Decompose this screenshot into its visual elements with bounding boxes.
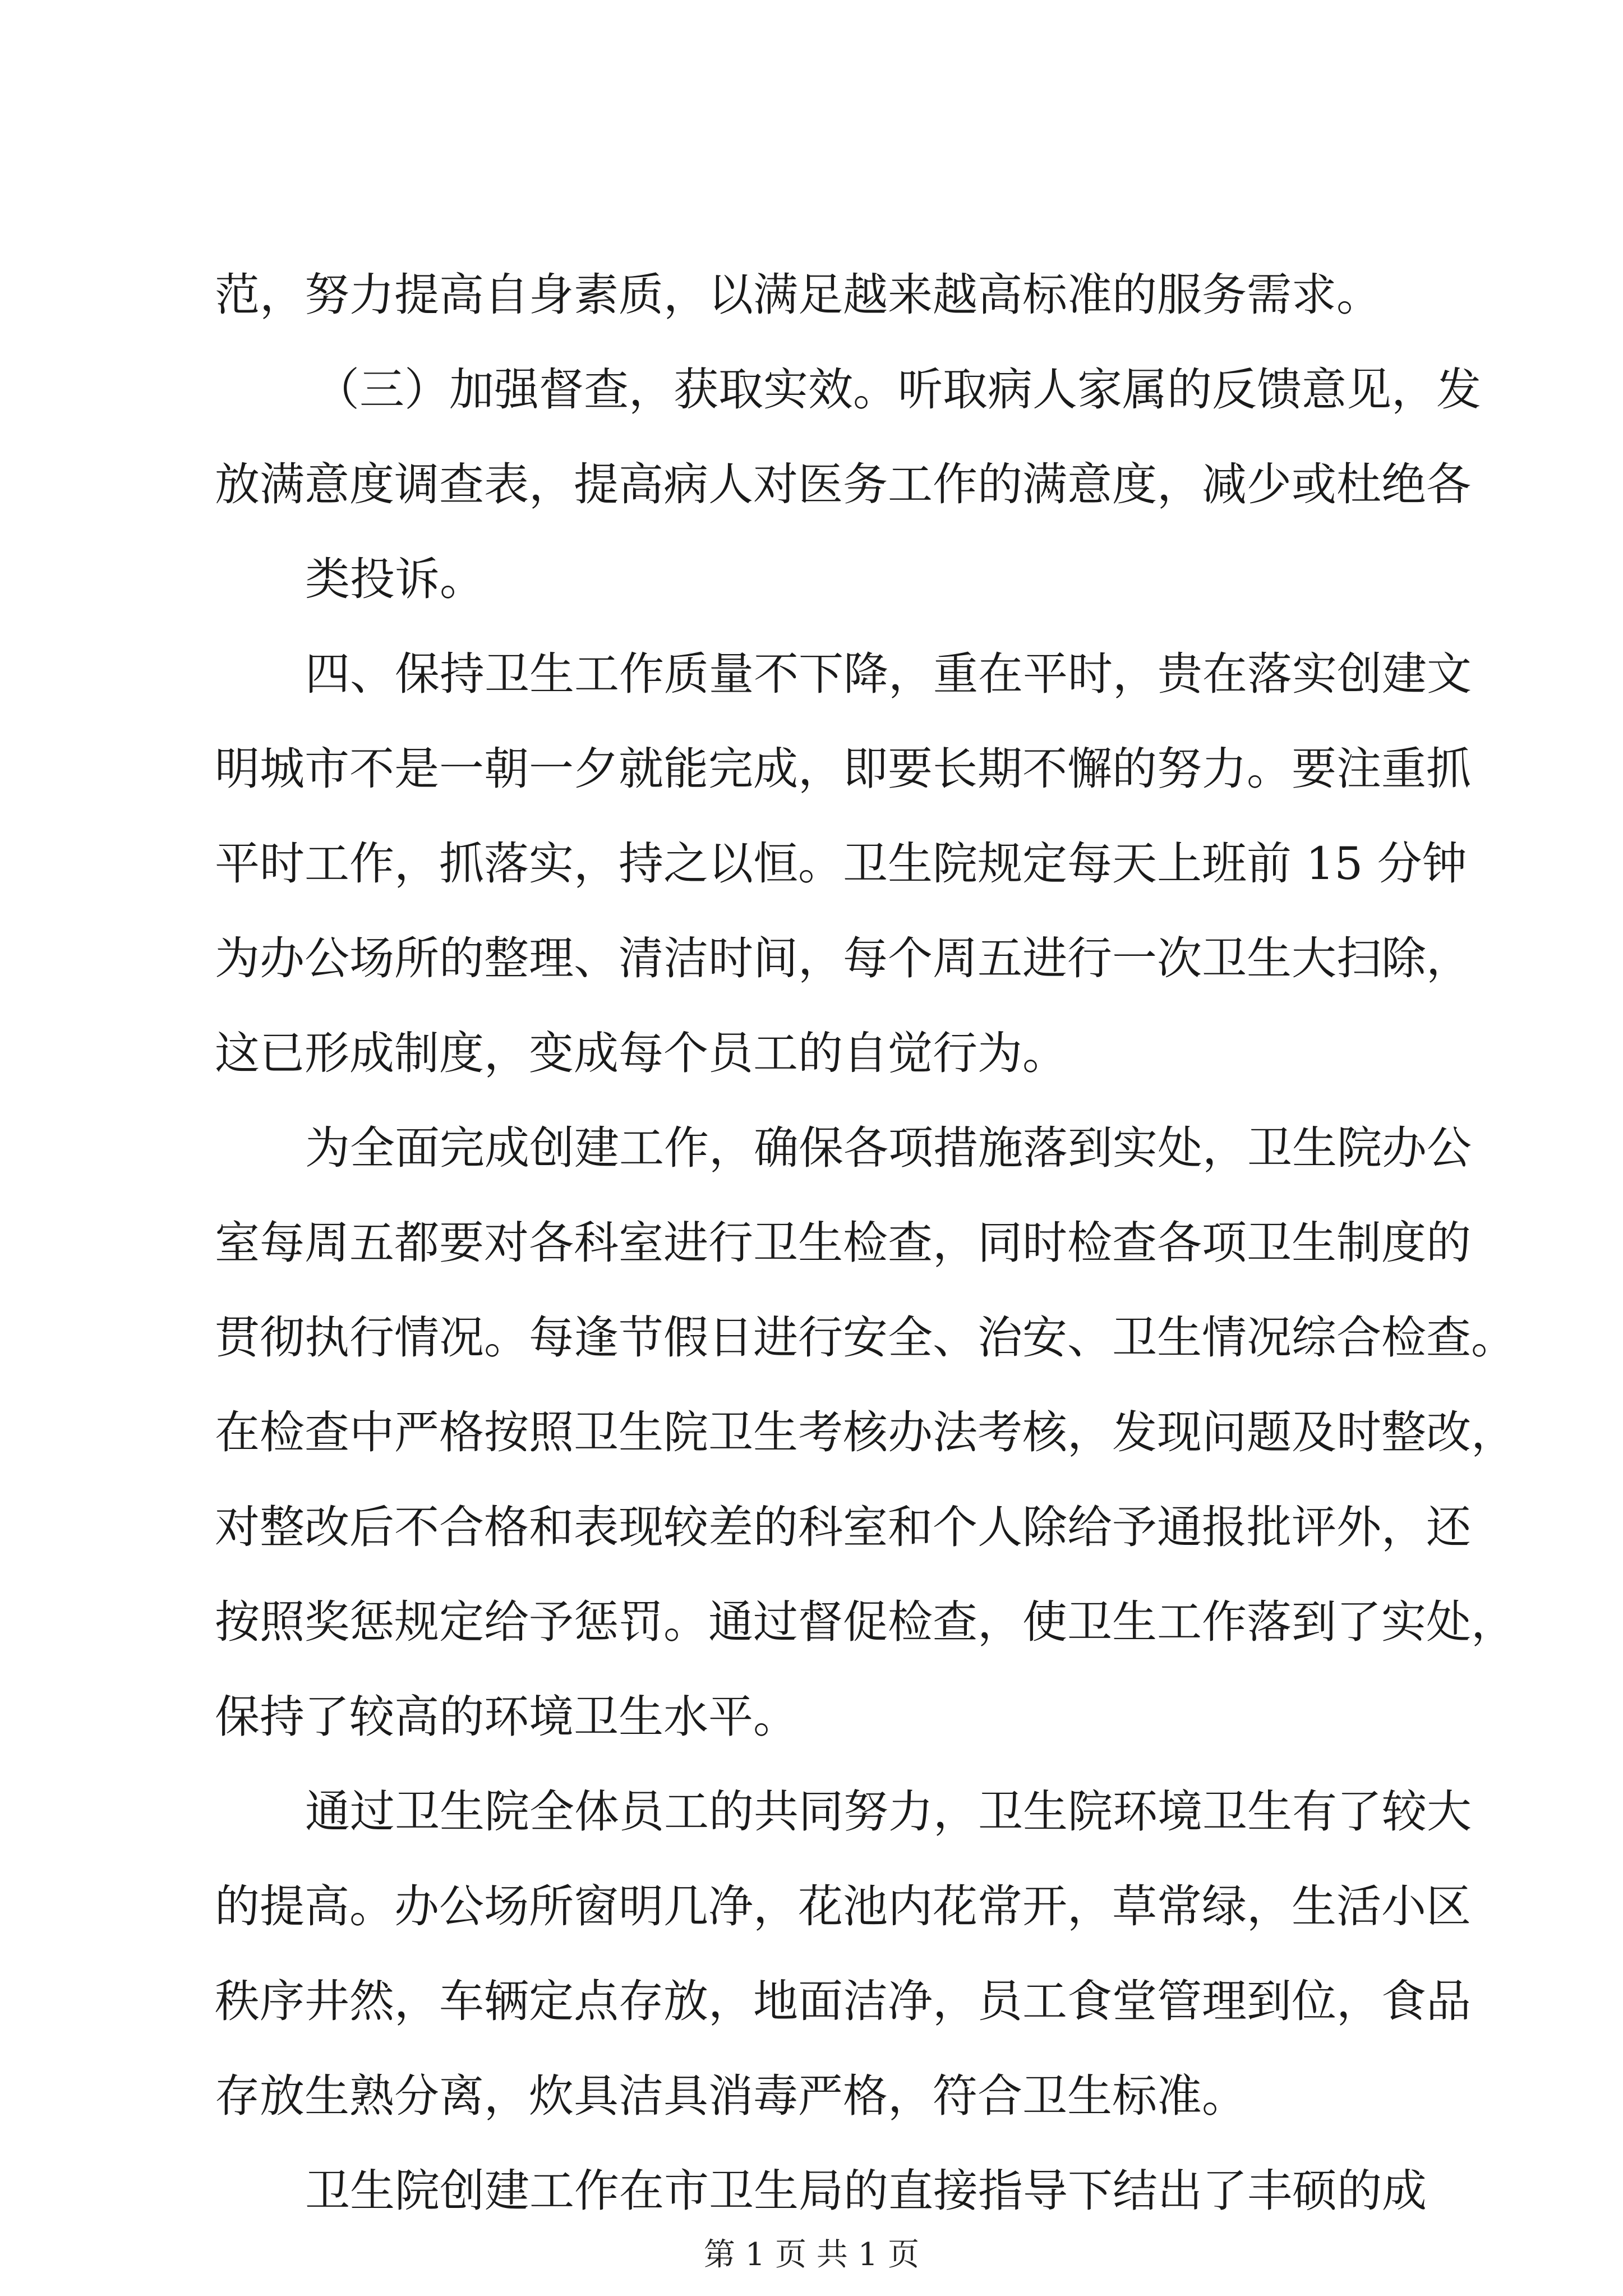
paragraph-line: 类投诉。	[305, 553, 485, 605]
paragraph-line: 四、保持卫生工作质量不下降，重在平时，贵在落实创建文	[305, 648, 1472, 700]
paragraph-line: 在检查中严格按照卫生院卫生考核办法考核，发现问题及时整改，	[215, 1406, 1516, 1458]
paragraph-line: 对整改后不合格和表现较差的科室和个人除给予通报批评外，还	[215, 1501, 1471, 1553]
paragraph-line: 明城市不是一朝一夕就能完成，即要长期不懈的努力。要注重抓	[215, 743, 1471, 795]
paragraph-line: 按照奖惩规定给予惩罚。通过督促检查，使卫生工作落到了实处，	[215, 1596, 1516, 1648]
paragraph-line: 存放生熟分离，炊具洁具消毒严格，符合卫生标准。	[215, 2070, 1247, 2122]
paragraph-line: 的提高。办公场所窗明几净，花池内花常开，草常绿，生活小区	[215, 1880, 1471, 1932]
page-footer: 第 1 页 共 1 页	[703, 2237, 920, 2273]
paragraph-line: 通过卫生院全体员工的共同努力，卫生院环境卫生有了较大	[305, 1786, 1472, 1838]
paragraph-line: 秩序井然，车辆定点存放，地面洁净，员工食堂管理到位，食品	[215, 1975, 1471, 2027]
paragraph-line: 卫生院创建工作在市卫生局的直接指导下结出了丰硕的成	[305, 2165, 1427, 2217]
paragraph-line: 平时工作，抓落实，持之以恒。卫生院规定每天上班前 15 分钟	[215, 838, 1467, 890]
paragraph-line: 这已形成制度，变成每个员工的自觉行为。	[215, 1027, 1067, 1079]
paragraph-line: 放满意度调查表，提高病人对医务工作的满意度，减少或杜绝各	[215, 458, 1471, 510]
paragraph-line: （三）加强督查，获取实效。听取病人家属的反馈意见，发	[315, 364, 1481, 416]
paragraph-line: 保持了较高的环境卫生水平。	[215, 1691, 798, 1743]
paragraph-line: 范，努力提高自身素质，以满足越来越高标准的服务需求。	[215, 269, 1381, 321]
paragraph-line: 贯彻执行情况。每逢节假日进行安全、治安、卫生情况综合检查。	[215, 1312, 1516, 1364]
paragraph-line: 为办公场所的整理、清洁时间，每个周五进行一次卫生大扫除，	[215, 932, 1471, 984]
paragraph-line: 为全面完成创建工作，确保各项措施落到实处，卫生院办公	[305, 1122, 1472, 1174]
paragraph-line: 室每周五都要对各科室进行卫生检查，同时检查各项卫生制度的	[215, 1217, 1471, 1269]
